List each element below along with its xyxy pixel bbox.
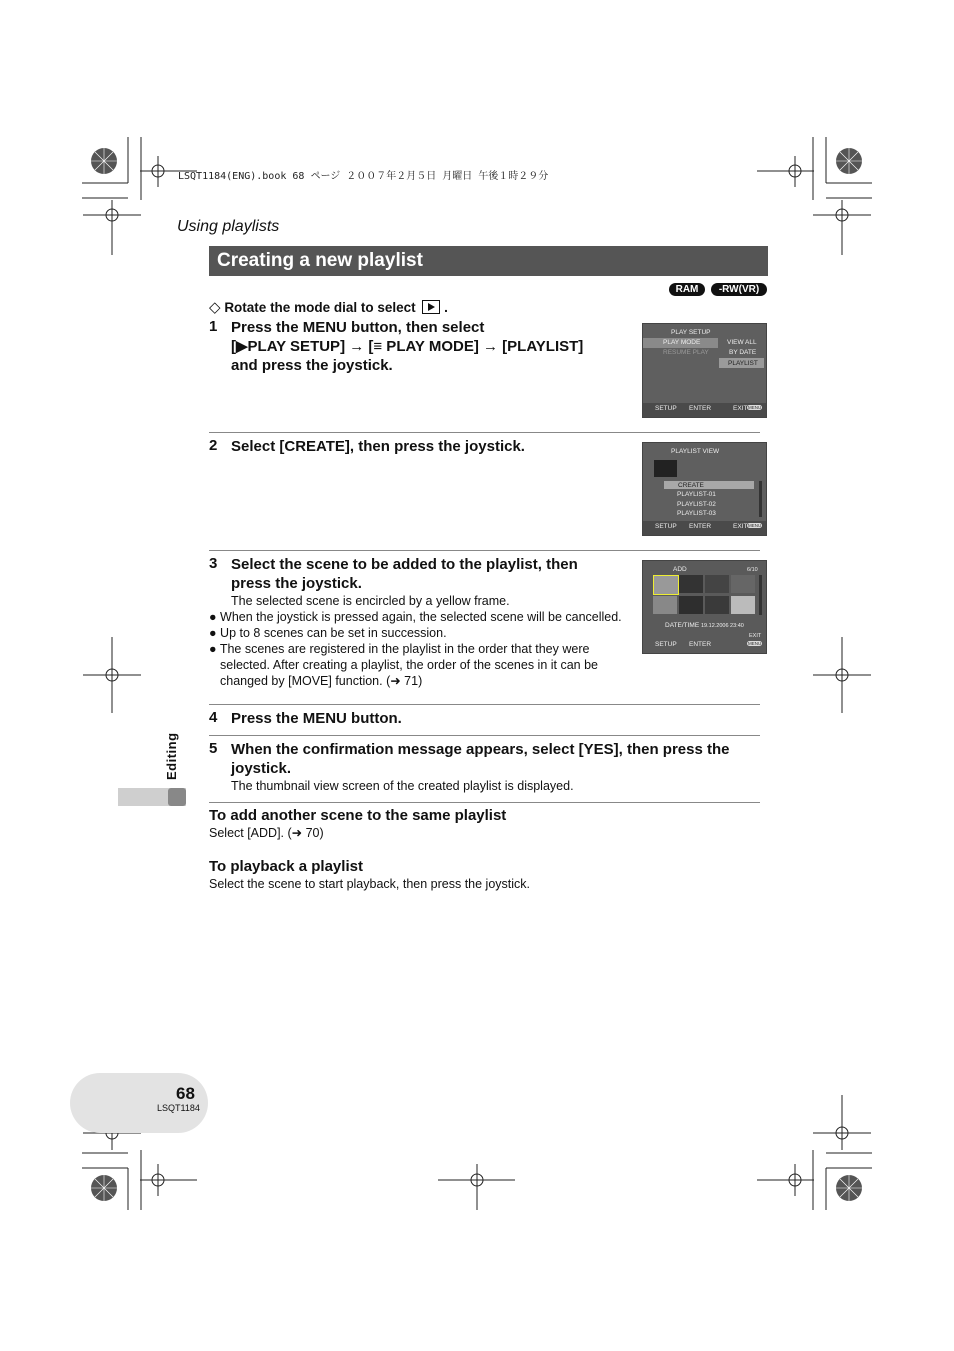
step-3-bullet-3	[209, 641, 589, 657]
add-scenes-screen	[642, 560, 767, 654]
step-3-number: 3	[209, 555, 218, 572]
screen3-thumb-1	[653, 575, 679, 595]
screen3-thumb-4	[731, 575, 755, 593]
screen2-footer-setup: SETUP	[655, 523, 677, 530]
step-4-text	[231, 709, 402, 728]
bullet-text: When the joystick is pressed again, the selected scene will be cancelled.	[220, 610, 622, 624]
side-tab-marker	[168, 788, 186, 806]
page-number: 68	[176, 1084, 195, 1103]
step-2-number: 2	[209, 437, 218, 454]
screen1-footer-setup: SETUP	[655, 405, 677, 412]
step-5-text	[231, 740, 729, 778]
screen3-menu-badge: MENU	[748, 641, 762, 646]
step-5-number: 5	[209, 740, 218, 757]
screen3-datetime: 19.12.2006 23:40	[701, 623, 744, 629]
step-1-text	[231, 318, 583, 375]
step-5-line-1: When the confirmation message appears, select [YES], then press the	[231, 741, 730, 758]
step-5-note: The thumbnail view screen of the created playlist is displayed.	[231, 779, 574, 793]
step-3-bullet-3-cont-1: selected. After creating a playlist, the order of the scenes in it can be	[220, 658, 598, 672]
screen3-thumb-5	[653, 596, 677, 614]
screen1-footer-enter: ENTER	[689, 405, 712, 412]
screen1-by-date: BY DATE	[729, 349, 757, 356]
step-3-bullet-3-cont-2: changed by [MOVE] function. (➜ 71)	[220, 674, 423, 688]
screen3-thumb-8	[731, 596, 755, 614]
screen2-header: PLAYLIST VIEW	[671, 448, 720, 455]
screen3-header: ADD	[673, 566, 687, 573]
screen2-thumbnail	[654, 460, 677, 477]
screen3-exit: EXIT	[749, 633, 762, 639]
bullet-text: The scenes are registered in the playlist in the order that they were	[219, 642, 590, 656]
screen2-menu-badge: MENU	[748, 523, 762, 528]
mode-instruction	[209, 298, 448, 316]
bullet-icon: ●	[209, 642, 217, 656]
screen1-play-mode: PLAY MODE	[663, 339, 701, 346]
step-3-text	[231, 555, 578, 593]
step-3-note: The selected scene is encircled by a yellow frame.	[231, 594, 510, 608]
separator-5	[209, 802, 760, 803]
step-2-text	[231, 437, 525, 456]
subsection-playback-heading: To playback a playlist	[209, 858, 363, 875]
screen3-counter: 6/10	[747, 567, 758, 573]
ram-badge: RAM	[669, 283, 705, 296]
bullet-text: Up to 8 scenes can be set in succession.	[220, 626, 447, 640]
screen3-thumb-3	[705, 575, 729, 593]
screen1-header: PLAY SETUP	[671, 329, 711, 336]
screen1-resume-play: RESUME PLAY	[663, 349, 709, 356]
bullet-icon: ●	[209, 610, 217, 624]
screen3-thumb-6	[679, 596, 703, 614]
section-label: Using playlists	[177, 218, 280, 235]
separator-3	[209, 704, 760, 705]
side-tab-label: Editing	[164, 732, 179, 780]
step-1-line-3: and press the joystick.	[231, 357, 393, 374]
step-5-line-2: joystick.	[231, 760, 292, 777]
step-1-number: 1	[209, 318, 218, 335]
subsection-playback-text: Select the scene to start playback, then press the joystick.	[209, 877, 530, 891]
screen2-playlist-03: PLAYLIST-03	[677, 510, 716, 517]
screen1-playlist: PLAYLIST	[728, 360, 758, 367]
step-4-line-1: Press the MENU button.	[231, 710, 402, 727]
screen2-create: CREATE	[678, 482, 704, 489]
separator-4	[209, 735, 760, 736]
bullet-icon: ●	[209, 626, 217, 640]
mode-instruction-period: .	[444, 300, 448, 315]
play-setup-screen	[642, 323, 767, 418]
print-header: LSQT1184(ENG).book 68 ページ ２００７年２月５日 月曜日 午後１時２９分	[178, 171, 549, 182]
screen3-footer-setup: SETUP	[655, 641, 677, 648]
step-3-bullet-2	[209, 625, 447, 641]
subsection-add-heading: To add another scene to the same playlist	[209, 807, 507, 824]
title-bar	[209, 246, 768, 276]
playlist-view-screen	[642, 442, 767, 536]
step-3-line-2: press the joystick.	[231, 575, 362, 592]
screen2-playlist-02: PLAYLIST-02	[677, 501, 716, 508]
screen1-menu-badge: MENU	[748, 405, 762, 410]
step-3-bullet-1	[209, 609, 622, 625]
screen1-view-all: VIEW ALL	[727, 339, 757, 346]
subsection-add-text: Select [ADD]. (➜ 70)	[209, 826, 324, 840]
separator-2	[209, 550, 760, 551]
mode-instruction-text: Rotate the mode dial to select	[224, 300, 416, 315]
step-3-line-1: Select the scene to be added to the playlist, then	[231, 556, 578, 573]
screen1-footer-exit: EXIT	[733, 405, 748, 412]
page-title: Creating a new playlist	[217, 250, 423, 271]
rw-vr-badge: -RW(VR)	[711, 283, 767, 296]
separator-1	[209, 432, 760, 433]
screen3-datetime-label: DATE/TIME	[665, 622, 700, 629]
page-code: LSQT1184	[157, 1103, 200, 1113]
step-4-number: 4	[209, 709, 218, 726]
step-2-line-1: Select [CREATE], then press the joystick.	[231, 438, 525, 455]
step-1-line-1: Press the MENU button, then select	[231, 319, 485, 336]
screen3-thumb-7	[705, 596, 729, 614]
diamond-icon: ◇	[209, 299, 221, 316]
screen3-footer-enter: ENTER	[689, 641, 712, 648]
screen3-thumb-2	[679, 575, 703, 593]
screen2-playlist-01: PLAYLIST-01	[677, 491, 716, 498]
screen2-footer-enter: ENTER	[689, 523, 712, 530]
step-1-line-2: [▶PLAY SETUP] → [≡ PLAY MODE] → [PLAYLIST]	[231, 338, 584, 355]
play-mode-icon	[422, 300, 440, 314]
screen2-footer-exit: EXIT	[733, 523, 748, 530]
